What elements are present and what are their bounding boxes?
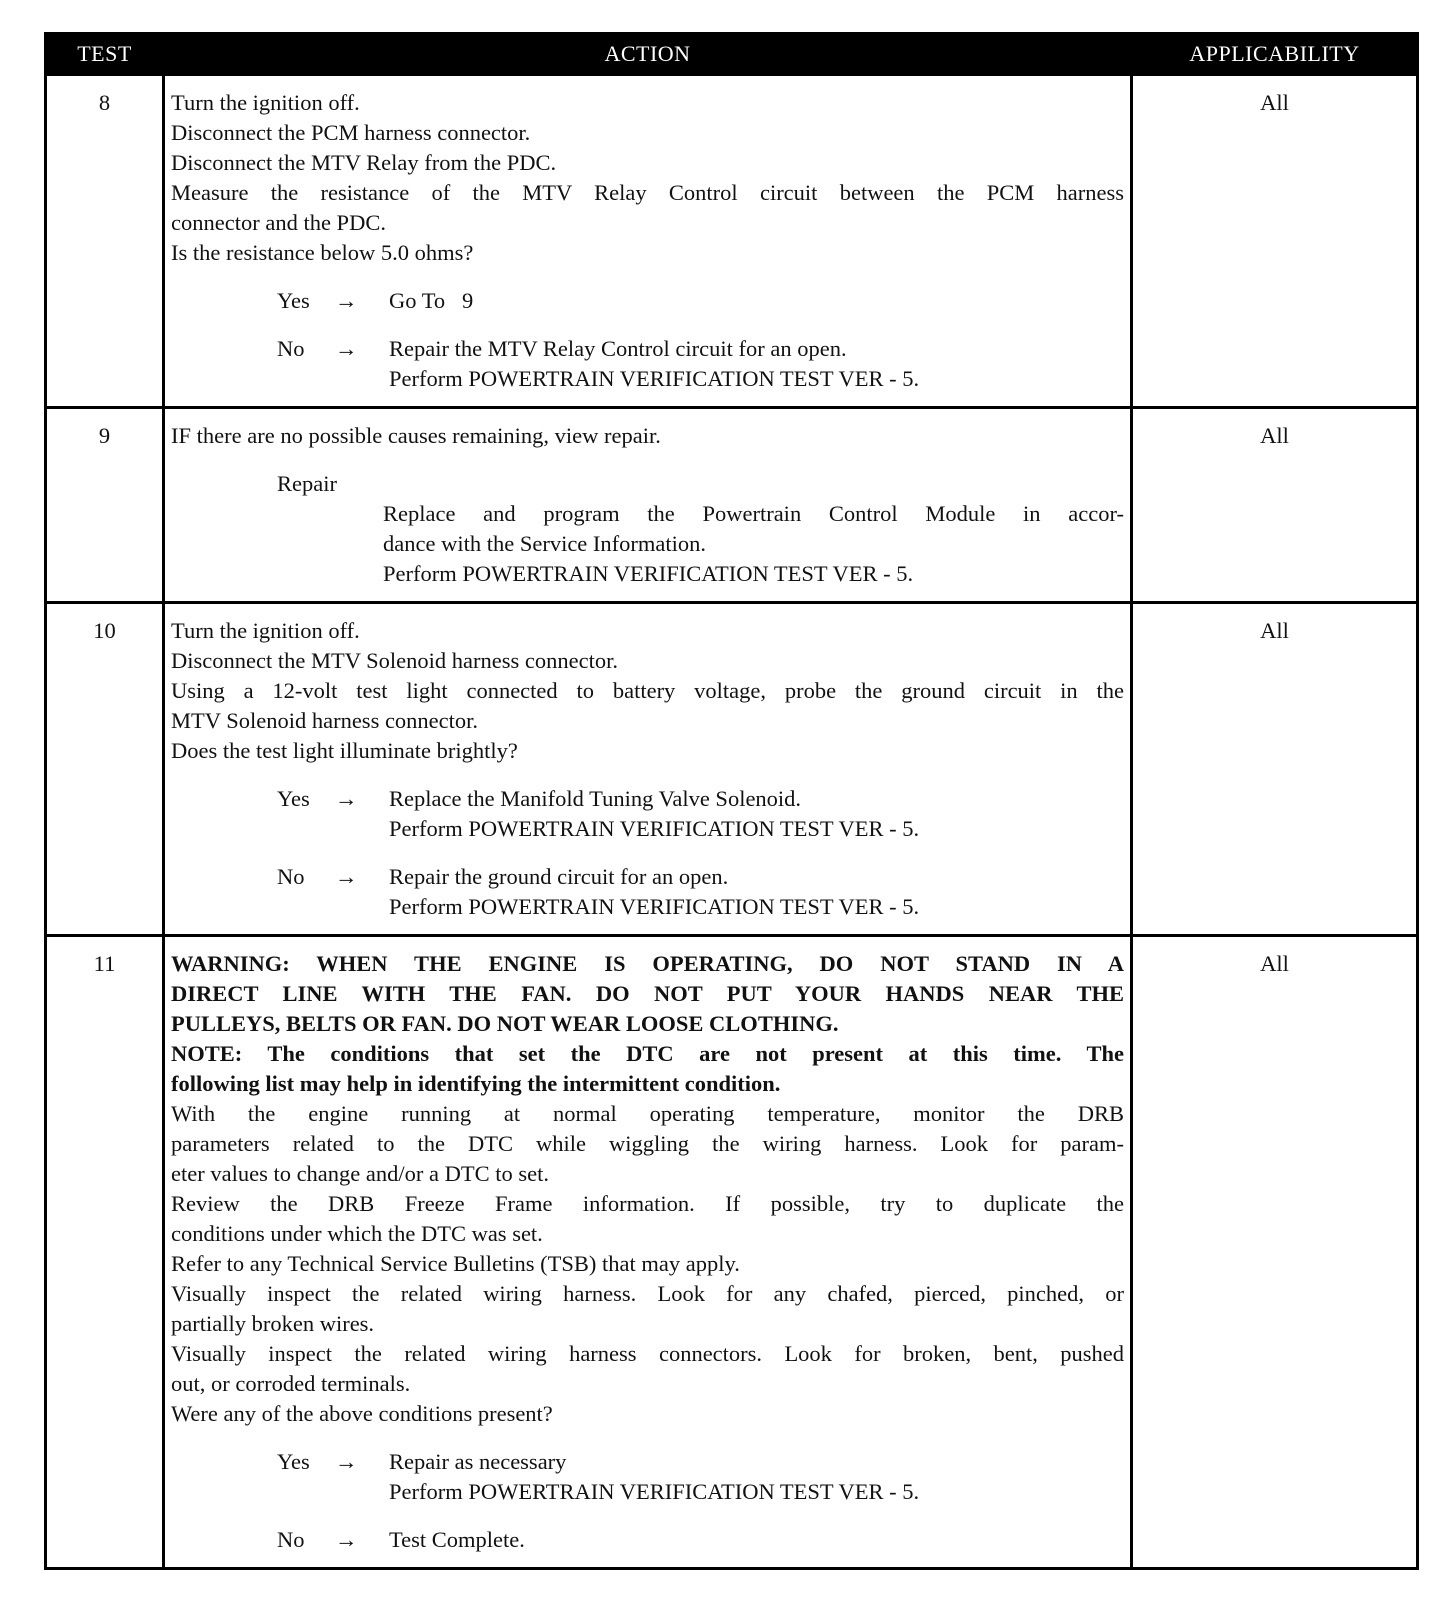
action-step-line: Review the DRB Freeze Frame information. If possible, try to duplicate the bbox=[171, 1191, 1124, 1216]
repair-label: Repair bbox=[277, 471, 337, 496]
outcome-answer: Yes bbox=[277, 786, 310, 811]
warning-note-line: WARNING: WHEN THE ENGINE IS OPERATING, DO NOT STAND IN A bbox=[171, 951, 1124, 976]
right-arrow-icon: → bbox=[335, 786, 358, 811]
action-step-line: Disconnect the PCM harness connector. bbox=[171, 120, 531, 145]
action-step-line: partially broken wires. bbox=[171, 1311, 375, 1336]
repair-line: Replace and program the Powertrain Control Module in accor- bbox=[383, 501, 1124, 526]
repair-line: Perform POWERTRAIN VERIFICATION TEST VER - 5. bbox=[383, 561, 914, 586]
right-arrow-icon: → bbox=[335, 288, 358, 313]
outcome-branch bbox=[171, 784, 1124, 844]
action-step-line: parameters related to the DTC while wiggling the wiring harness. Look for param- bbox=[171, 1131, 1124, 1156]
applicability-cell: All bbox=[1132, 603, 1418, 936]
outcome-answer: No bbox=[277, 1527, 305, 1552]
table-row bbox=[46, 603, 1418, 936]
header-applicability: APPLICABILITY bbox=[1132, 34, 1418, 75]
outcome-result bbox=[389, 286, 1124, 316]
action-step-line: Were any of the above conditions present? bbox=[171, 1401, 553, 1426]
outcome-result bbox=[389, 1447, 1124, 1507]
warning-note-line: following list may help in identifying the intermittent condition. bbox=[171, 1071, 781, 1096]
header-action: ACTION bbox=[164, 34, 1132, 75]
test-number: 8 bbox=[46, 75, 164, 408]
outcome-result-line: Repair the ground circuit for an open. bbox=[389, 864, 729, 889]
outcome-result-line: Perform POWERTRAIN VERIFICATION TEST VER - 5. bbox=[389, 894, 920, 919]
outcome-answer: Yes bbox=[277, 1449, 310, 1474]
action-step-line: IF there are no possible causes remaining, view repair. bbox=[171, 423, 661, 448]
action-step-line: Refer to any Technical Service Bulletins (TSB) that may apply. bbox=[171, 1251, 740, 1276]
right-arrow-icon: → bbox=[335, 1449, 358, 1474]
outcome-answer: Yes bbox=[277, 288, 310, 313]
table-row bbox=[46, 936, 1418, 1569]
outcome-answer: No bbox=[277, 864, 305, 889]
outcome-result-line: Perform POWERTRAIN VERIFICATION TEST VER - 5. bbox=[389, 366, 920, 391]
warning-note-line: NOTE: The conditions that set the DTC are not present at this time. The bbox=[171, 1041, 1124, 1066]
outcome-result-line: Repair the MTV Relay Control circuit for an open. bbox=[389, 336, 847, 361]
action-step-line: connector and the PDC. bbox=[171, 210, 386, 235]
action-cell bbox=[164, 603, 1132, 936]
outcome-result-line: Replace the Manifold Tuning Valve Solenoid. bbox=[389, 786, 802, 811]
table-body bbox=[46, 75, 1418, 1569]
right-arrow-icon: → bbox=[335, 336, 358, 361]
action-step-line: Does the test light illuminate brightly? bbox=[171, 738, 518, 763]
outcome-answer: No bbox=[277, 336, 305, 361]
outcome-result-line: Perform POWERTRAIN VERIFICATION TEST VER - 5. bbox=[389, 816, 920, 841]
outcome-result bbox=[389, 1525, 1124, 1555]
action-step-line: Is the resistance below 5.0 ohms? bbox=[171, 240, 474, 265]
outcome-branch bbox=[171, 286, 1124, 316]
outcome-branch bbox=[171, 1447, 1124, 1507]
action-cell bbox=[164, 408, 1132, 603]
action-step-line: With the engine running at normal operating temperature, monitor the DRB bbox=[171, 1101, 1124, 1126]
applicability-cell: All bbox=[1132, 75, 1418, 408]
repair-line: dance with the Service Information. bbox=[383, 531, 707, 556]
test-number: 9 bbox=[46, 408, 164, 603]
outcome-result-line: Go To 9 bbox=[389, 288, 474, 313]
action-cell bbox=[164, 936, 1132, 1569]
action-step-line: Turn the ignition off. bbox=[171, 90, 360, 115]
right-arrow-icon: → bbox=[335, 1527, 358, 1552]
action-cell bbox=[164, 75, 1132, 408]
test-number: 10 bbox=[46, 603, 164, 936]
outcome-result-line: Repair as necessary bbox=[389, 1449, 567, 1474]
action-step-line: Measure the resistance of the MTV Relay Control circuit between the PCM harness bbox=[171, 180, 1124, 205]
repair-instructions bbox=[171, 499, 1124, 589]
action-step-line: MTV Solenoid harness connector. bbox=[171, 708, 479, 733]
applicability-cell: All bbox=[1132, 408, 1418, 603]
action-step-line: Visually inspect the related wiring harness connectors. Look for broken, bent, pushed bbox=[171, 1341, 1124, 1366]
applicability-cell: All bbox=[1132, 936, 1418, 1569]
action-step-line: eter values to change and/or a DTC to set. bbox=[171, 1161, 549, 1186]
outcome-branch bbox=[171, 862, 1124, 922]
table-row bbox=[46, 408, 1418, 603]
outcome-result-line: Perform POWERTRAIN VERIFICATION TEST VER - 5. bbox=[389, 1479, 920, 1504]
outcome-result bbox=[389, 862, 1124, 922]
warning-note-line: PULLEYS, BELTS OR FAN. DO NOT WEAR LOOSE CLOTHING. bbox=[171, 1011, 839, 1036]
outcome-result bbox=[389, 784, 1124, 844]
action-step-line: Disconnect the MTV Solenoid harness connector. bbox=[171, 648, 618, 673]
action-step-line: Disconnect the MTV Relay from the PDC. bbox=[171, 150, 557, 175]
action-step-line: Visually inspect the related wiring harness. Look for any chafed, pierced, pinched, or bbox=[171, 1281, 1124, 1306]
test-number: 11 bbox=[46, 936, 164, 1569]
diagnostic-procedure-table bbox=[44, 32, 1419, 1570]
action-step-line: Using a 12-volt test light connected to battery voltage, probe the ground circuit in the bbox=[171, 678, 1124, 703]
right-arrow-icon: → bbox=[335, 864, 358, 889]
table-row bbox=[46, 75, 1418, 408]
outcome-branch bbox=[171, 334, 1124, 394]
action-step-line: out, or corroded terminals. bbox=[171, 1371, 411, 1396]
outcome-result-line: Test Complete. bbox=[389, 1527, 525, 1552]
header-test: TEST bbox=[46, 34, 164, 75]
action-step-line: Turn the ignition off. bbox=[171, 618, 360, 643]
table-header-row bbox=[46, 34, 1418, 75]
outcome-result bbox=[389, 334, 1124, 394]
outcome-branch bbox=[171, 1525, 1124, 1555]
action-step-line: conditions under which the DTC was set. bbox=[171, 1221, 543, 1246]
warning-note-line: DIRECT LINE WITH THE FAN. DO NOT PUT YOUR HANDS NEAR THE bbox=[171, 981, 1124, 1006]
